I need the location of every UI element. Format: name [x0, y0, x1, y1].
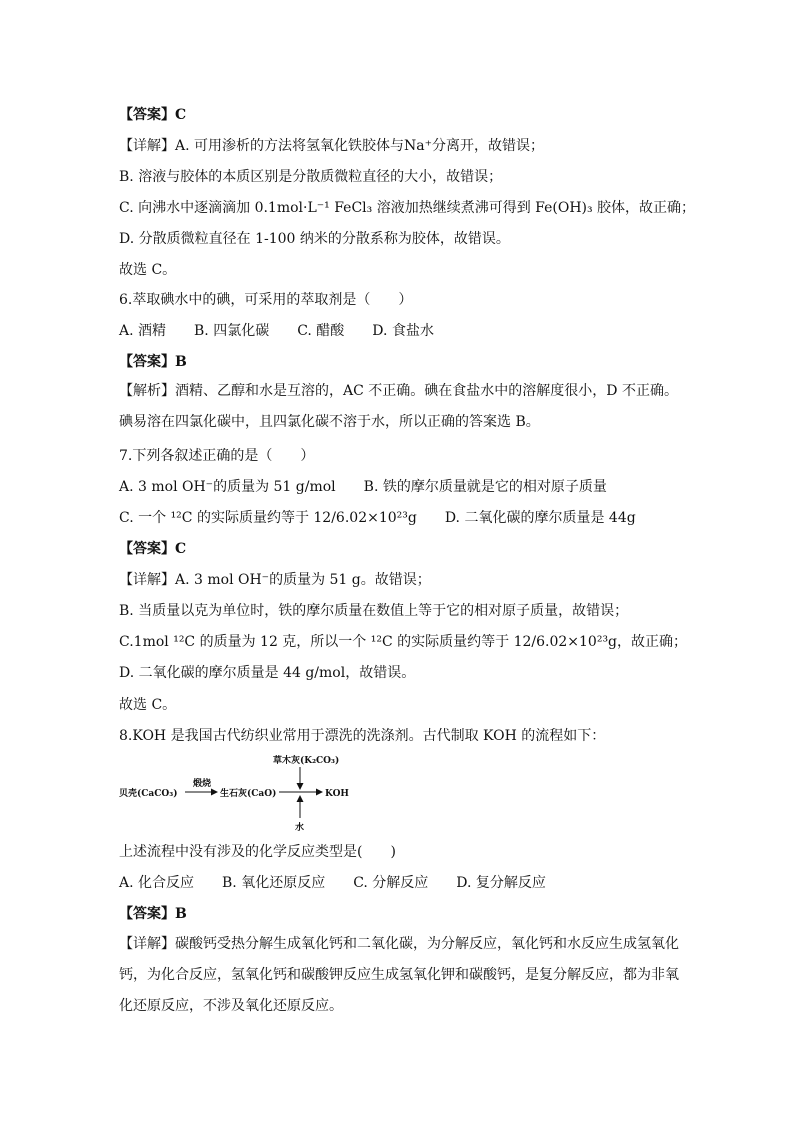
q7-detail-d: D. 二氧化碳的摩尔质量是 44 g/mol，故错误。 [119, 665, 416, 681]
diagram-arrow-label: 煅烧 [193, 779, 212, 789]
q7-options-cd: C. 一个 ¹²C 的实际质量约等于 12/6.02×10²³g D. 二氧化碳的摩尔质量是 44g [119, 510, 636, 526]
q8-answer: 【答案】B [119, 906, 187, 922]
q8-detail: 【详解】碳酸钙受热分解生成氧化钙和二氧化碳，为分解反应，氧化钙和水反应生成氢氧化钙，为化合反应，氢氧化钙和碳酸钾反应生成氢氧化钾和碳酸钙，是复分解反应，都为非氧化还原反应，不涉及氧化还原反应。 [119, 936, 679, 1014]
q6-question: 6.萃取碘水中的碘，可采用的萃取剂是（ ） [119, 292, 413, 308]
q5-detail-d: D. 分散质微粒直径在 1-100 纳米的分散系称为胶体，故错误。 [119, 231, 510, 247]
q5-detail-c: C. 向沸水中逐滴滴加 0.1mol·L⁻¹ FeCl₃ 溶液加热继续煮沸可得到 Fe(OH)₃ 胶体，故正确； [119, 200, 696, 216]
q7-question: 7.下列各叙述正确的是（ ） [119, 448, 315, 464]
q7-conclusion: 故选 C。 [119, 697, 177, 713]
q7-options-ab: A. 3 mol OH⁻的质量为 51 g/mol B. 铁的摩尔质量就是它的相对原子质量 [119, 479, 607, 495]
q6-analysis: 【解析】酒精、乙醇和水是互溶的，AC 不正确。碘在食盐水中的溶解度很小，D 不正确。碘易溶在四氯化碳中，且四氯化碳不溶于水，所以正确的答案选 B。 [119, 383, 678, 430]
q5-answer: 【答案】C [119, 107, 187, 123]
q6-answer: 【答案】B [119, 354, 187, 370]
q8-options: A. 化合反应 B. 氧化还原反应 C. 分解反应 D. 复分解反应 [119, 875, 546, 891]
diagram-bottom-label: 水 [295, 823, 305, 833]
koh-process-svg [119, 752, 359, 834]
diagram-middle-label: 生石灰(CaO) [220, 789, 277, 799]
diagram-start-label: 贝壳(CaCO₃) [119, 789, 178, 799]
q7-answer: 【答案】C [119, 541, 187, 557]
q8-question: 8.KOH 是我国古代纺织业常用于漂洗的洗涤剂。古代制取 KOH 的流程如下： [119, 728, 606, 744]
q5-conclusion: 故选 C。 [119, 262, 177, 278]
q6-options: A. 酒精 B. 四氯化碳 C. 醋酸 D. 食盐水 [119, 323, 434, 339]
q7-detail-c: C.1mol ¹²C 的质量为 12 克，所以一个 ¹²C 的实际质量约等于 12/6.02×10²³g，故正确； [119, 634, 688, 650]
q5-detail-a: 【详解】A. 可用渗析的方法将氢氧化铁胶体与Na⁺分离开，故错误； [119, 138, 544, 154]
diagram-top-label: 草木灰(K₂CO₃) [273, 756, 340, 766]
q7-detail-b: B. 当质量以克为单位时，铁的摩尔质量在数值上等于它的相对原子质量，故错误； [119, 603, 629, 619]
q7-detail-a: 【详解】A. 3 mol OH⁻的质量为 51 g。故错误； [119, 572, 431, 588]
q8-followup: 上述流程中没有涉及的化学反应类型是( ) [119, 844, 396, 860]
diagram-end-label: KOH [325, 789, 349, 799]
koh-process-diagram [119, 752, 359, 834]
q5-detail-b: B. 溶液与胶体的本质区别是分散质微粒直径的大小，故错误； [119, 169, 503, 185]
